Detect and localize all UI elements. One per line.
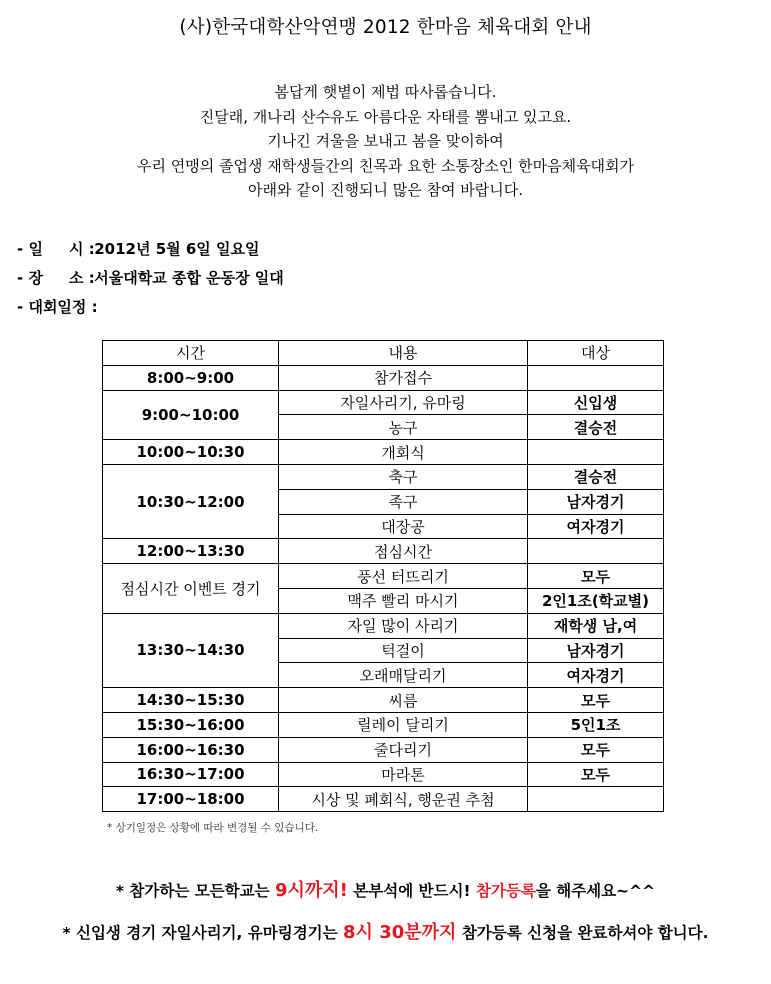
content-cell: 점심시간 — [279, 539, 528, 564]
notice-freshman — [0, 918, 771, 944]
content-cell: 릴레이 달리기 — [279, 712, 528, 737]
time-cell: 16:30~17:00 — [103, 762, 279, 787]
time-cell: 16:00~16:30 — [103, 737, 279, 762]
header-content: 내용 — [279, 341, 528, 366]
time-cell: 13:30~14:30 — [103, 613, 279, 687]
target-cell: 모두 — [528, 688, 664, 713]
table-row — [103, 613, 664, 638]
time-cell: 14:30~15:30 — [103, 688, 279, 713]
content-cell: 개회식 — [279, 440, 528, 465]
intro-line: 우리 연맹의 졸업생 재학생들간의 친목과 요한 소통장소인 한마음체육대회가 — [136, 156, 635, 175]
info-place — [17, 267, 284, 288]
intro-line: 아래와 같이 진행되니 많은 참여 바랍니다. — [248, 181, 523, 199]
place-label: - 장 소 : — [17, 269, 95, 287]
schedule-note: * 상기일정은 상황에 따라 변경될 수 있습니다. — [107, 822, 319, 834]
target-cell: 여자경기 — [528, 663, 664, 688]
time-cell: 점심시간 이벤트 경기 — [103, 564, 279, 614]
info-schedule — [17, 296, 98, 317]
target-cell: 모두 — [528, 737, 664, 762]
content-cell: 풍선 터뜨리기 — [279, 564, 528, 589]
notice1-text: * 참가하는 모든학교는 — [115, 882, 275, 900]
content-cell: 축구 — [279, 464, 528, 489]
time-cell: 10:30~12:00 — [103, 464, 279, 538]
content-cell: 시상 및 폐회식, 행운권 추첨 — [279, 787, 528, 812]
target-cell: 남자경기 — [528, 489, 664, 514]
time-cell: 15:30~16:00 — [103, 712, 279, 737]
intro-line: 진달래, 개나리 산수유도 아름다운 자태를 뽐내고 있고요. — [199, 107, 572, 126]
content-cell: 줄다리기 — [279, 737, 528, 762]
notice1-registration: 참가등록 — [475, 882, 536, 900]
intro-text — [0, 80, 771, 203]
target-cell — [528, 539, 664, 564]
table-row — [103, 688, 664, 713]
time-cell: 9:00~10:00 — [103, 390, 279, 440]
notice1-text: 본부석에 반드시! — [347, 882, 476, 900]
place-value: 서울대학교 종합 운동장 일대 — [94, 269, 284, 287]
table-row — [103, 762, 664, 787]
notice-registration — [0, 876, 771, 902]
target-cell: 모두 — [528, 762, 664, 787]
target-cell — [528, 440, 664, 465]
notice2-text: * 신입생 경기 자일사리기, 유마링경기는 — [62, 924, 344, 942]
date-label: - 일 시 : — [17, 240, 95, 258]
content-cell: 씨름 — [279, 688, 528, 713]
content-cell: 자일 많이 사리기 — [279, 613, 528, 638]
header-time: 시간 — [103, 341, 279, 366]
notice2-text: 참가등록 신청을 완료하셔야 합니다. — [456, 924, 709, 942]
date-value: 2012년 5월 6일 일요일 — [94, 240, 260, 258]
table-row — [103, 564, 664, 589]
table-header-row — [103, 341, 664, 366]
target-cell — [528, 787, 664, 812]
header-target: 대상 — [528, 341, 664, 366]
content-cell: 참가접수 — [279, 365, 528, 390]
content-cell: 농구 — [279, 415, 528, 440]
content-cell: 대장공 — [279, 514, 528, 539]
intro-line: 봄답게 햇볕이 제법 따사롭습니다. — [274, 83, 497, 101]
target-cell: 결승전 — [528, 464, 664, 489]
notice2-deadline: 8시 30분까지 — [343, 922, 457, 943]
info-date — [17, 238, 259, 259]
content-cell: 오래매달리기 — [279, 663, 528, 688]
table-row — [103, 712, 664, 737]
target-cell: 2인1조(학교별) — [528, 588, 664, 613]
time-cell: 8:00~9:00 — [103, 365, 279, 390]
table-row — [103, 539, 664, 564]
time-cell: 10:00~10:30 — [103, 440, 279, 465]
page-title: (사)한국대학산악연맹 2012 한마음 체육대회 안내 — [179, 17, 592, 38]
target-cell: 5인1조 — [528, 712, 664, 737]
target-cell — [528, 365, 664, 390]
target-cell: 남자경기 — [528, 638, 664, 663]
table-row — [103, 737, 664, 762]
table-row — [103, 365, 664, 390]
schedule-label: - 대회일정 : — [17, 298, 98, 316]
content-cell: 족구 — [279, 489, 528, 514]
content-cell: 자일사리기, 유마링 — [279, 390, 528, 415]
target-cell: 결승전 — [528, 415, 664, 440]
target-cell: 여자경기 — [528, 514, 664, 539]
target-cell: 모두 — [528, 564, 664, 589]
target-cell: 재학생 남,여 — [528, 613, 664, 638]
content-cell: 마라톤 — [279, 762, 528, 787]
table-row — [103, 787, 664, 812]
content-cell: 턱걸이 — [279, 638, 528, 663]
content-cell: 맥주 빨리 마시기 — [279, 588, 528, 613]
table-row — [103, 440, 664, 465]
table-row — [103, 390, 664, 415]
notice1-deadline: 9시까지! — [274, 880, 348, 901]
intro-line: 기나긴 겨울을 보내고 봄을 맞이하여 — [267, 132, 504, 150]
notice1-text: 을 해주세요~^^ — [535, 882, 656, 900]
target-cell: 신입생 — [528, 390, 664, 415]
table-row — [103, 464, 664, 489]
schedule-table — [102, 340, 664, 812]
time-cell: 12:00~13:30 — [103, 539, 279, 564]
time-cell: 17:00~18:00 — [103, 787, 279, 812]
